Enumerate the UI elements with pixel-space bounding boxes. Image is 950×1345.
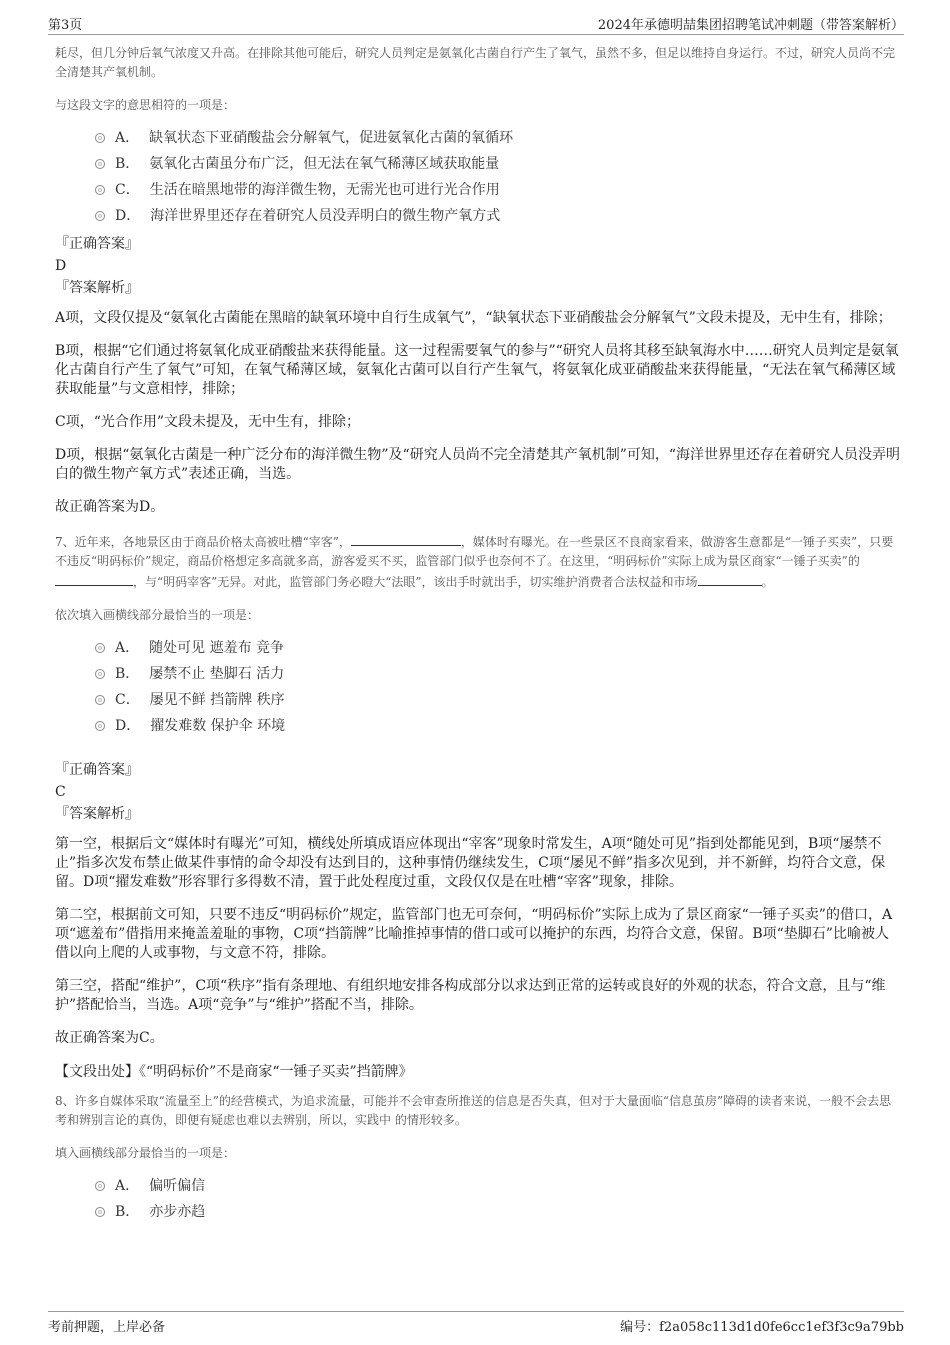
q7-text-part: 。 <box>761 575 774 589</box>
q6-option-c[interactable] <box>95 177 900 203</box>
radio-icon[interactable] <box>95 721 105 731</box>
option-letter: B． <box>115 1204 140 1220</box>
q8-options <box>95 1173 900 1225</box>
option-text: 偏听偏信 <box>149 1178 206 1194</box>
blank-line <box>698 571 762 586</box>
q7-option-b[interactable] <box>95 661 900 687</box>
q6-passage-tail: 耗尽，但几分钟后氧气浓度又升高。在排除其他可能后，研究人员判定是氨氧化古菌自行产生了氧气，虽然不多，但足以维持自身运行。不过，研究人员尚不完全清楚其产氧机制。 <box>55 46 896 79</box>
radio-icon[interactable] <box>95 643 105 653</box>
analysis-paragraph: D项，根据“氨氧化古菌是一种广泛分布的海洋微生物”及“研究人员尚不完全清楚其产氧机制”可知，“海洋世界里还存在着研究人员没弄明白的微生物产氧方式”表述正确，当选。 <box>55 447 901 482</box>
q8-option-a[interactable] <box>95 1173 900 1199</box>
option-letter: A． <box>115 1178 140 1194</box>
analysis-paragraph: 第二空，根据前文可知，只要不违反“明码标价”规定，监管部门也无可奈何，“明码标价”实际上成为了景区商家“一锤子买卖”的借口，A项“遮羞布”借指用来掩盖羞耻的事物，C项“挡箭牌”比喻推掉事情的借口或可以掩护的东西，均符合文意，保留。B项“垫脚石”比喻被人借以向上爬的人或事物，与文意不符，排除。 <box>55 907 893 961</box>
footer-slogan: 考前押题，上岸必备 <box>48 1320 166 1335</box>
radio-icon[interactable] <box>95 185 105 195</box>
analysis-label: 『答案解析』 <box>55 806 139 822</box>
analysis-paragraph: 第三空，搭配“维护”，C项“秩序”指有条理地、有组织地安排各构成部分以求达到正常的运转或良好的外观的状态，符合文意，且与“维护”搭配恰当，当选。A项“竞争”与“维护”搭配不当，排除。 <box>55 978 886 1013</box>
analysis-paragraph: 第一空，根据后文“媒体时有曝光”可知，横线处所填成语应体现出“宰客”现象时常发生，A项“随处可见”指到处都能见到，B项“屡禁不止”指多次发布禁止做某件事情的命令却没有达到目的，这种事情仍继续发生，C项“屡见不鲜”指多次见到，并不新鲜，均符合文意，保留。D项“擢发难数”形容罪行多得数不清，置于此处程度过重，文段仅仅是在吐槽“宰客”现象，排除。 <box>55 836 886 890</box>
document-id: 编号：f2a058c113d1d0fe6cc1ef3f3c9a79bb <box>620 1320 904 1335</box>
radio-icon[interactable] <box>95 669 105 679</box>
q7-prompt: 依次填入画横线部分最恰当的一项是： <box>55 608 260 622</box>
option-text: 屡禁不止 垫脚石 活力 <box>149 666 285 682</box>
q8-question: 8、许多自媒体采取“流量至上”的经营模式，为追求流量，可能并不会审查所推送的信息是否失真，但对于大量面临“信息茧房”障碍的读者来说，一般不会去思考和辨别言论的真伪，即便有疑虑也难以去辨别，所以，实践中 的情形较多。 <box>55 1094 892 1127</box>
page-footer <box>48 1311 904 1334</box>
q6-option-b[interactable] <box>95 151 900 177</box>
option-letter: D． <box>115 208 141 224</box>
answer-value: D <box>55 258 67 274</box>
blank-line <box>55 571 133 586</box>
radio-icon[interactable] <box>95 133 105 143</box>
option-letter: A． <box>115 130 140 146</box>
answer-label: 『正确答案』 <box>55 236 139 252</box>
radio-icon[interactable] <box>95 1207 105 1217</box>
radio-icon[interactable] <box>95 1181 105 1191</box>
radio-icon[interactable] <box>95 695 105 705</box>
answer-label: 『正确答案』 <box>55 762 139 778</box>
q6-options <box>95 125 900 229</box>
q7-option-c[interactable] <box>95 687 900 713</box>
q7-text-part: ，与“明码宰客”无异。对此，监管部门务必瞪大“法眼”，该出手时就出手，切实维护消费者合法权益和市场 <box>133 575 698 589</box>
option-letter: A． <box>115 640 140 656</box>
option-letter: C． <box>115 182 140 198</box>
option-text: 海洋世界里还存在着研究人员没弄明白的微生物产氧方式 <box>150 208 501 224</box>
q7-option-d[interactable] <box>95 713 900 739</box>
option-text: 擢发难数 保护伞 环境 <box>150 718 286 734</box>
q6-option-a[interactable] <box>95 125 900 151</box>
analysis-conclusion: 故正确答案为D。 <box>55 499 165 515</box>
q7-text-part: ，媒体时有曝光。在一些景区不良商家看来，做游客生意都是“一锤子买卖”，只要不违反“明码标价”规定，商品价格想定多高就多高，游客爱买不买，监管部门似乎也奈何不了。在这里，“明码标价”实际上成为景区商家“一锤子买卖”的 <box>55 535 894 568</box>
option-text: 亦步亦趋 <box>149 1204 206 1220</box>
radio-icon[interactable] <box>95 211 105 221</box>
analysis-paragraph: A项，文段仅提及“氨氧化古菌能在黑暗的缺氧环境中自行生成氧气”，“缺氧状态下亚硝酸盐会分解氧气”文段未提及，无中生有，排除； <box>55 310 892 326</box>
q7-option-a[interactable] <box>95 635 900 661</box>
option-letter: D． <box>115 718 141 734</box>
q6-prompt: 与这段文字的意思相符的一项是： <box>55 98 236 112</box>
option-text: 缺氧状态下亚硝酸盐会分解氧气，促进氨氧化古菌的氧循环 <box>149 130 514 146</box>
option-text: 氨氧化古菌虽分布广泛，但无法在氧气稀薄区域获取能量 <box>149 156 500 172</box>
radio-icon[interactable] <box>95 159 105 169</box>
option-text: 生活在暗黑地带的海洋微生物，无需光也可进行光合作用 <box>149 182 500 198</box>
analysis-paragraph: C项，“光合作用”文段未提及，无中生有，排除； <box>55 414 361 430</box>
blank-line <box>351 531 461 546</box>
q7-source: 【文段出处】《“明码标价”不是商家“一锤子买卖”挡箭牌》 <box>55 1064 413 1080</box>
main-content <box>55 44 900 1225</box>
option-letter: B． <box>115 156 140 172</box>
q7-question <box>55 531 900 592</box>
q7-answer-section <box>55 759 900 825</box>
q6-answer-section <box>55 233 900 299</box>
option-letter: C． <box>115 692 140 708</box>
page-header <box>48 14 904 35</box>
page-number: 第3页 <box>48 18 83 33</box>
analysis-paragraph: B项，根据“它们通过将氨氧化成亚硝酸盐来获得能量。这一过程需要氧气的参与”“研究人员将其移至缺氧海水中……研究人员判定是氨氧化古菌自行产生了氧气”可知，在氧气稀薄区域，氨氧化古菌可以自行产生氧气，将氨氧化成亚硝酸盐来获得能量，“无法在氧气稀薄区域获取能量”与文意相悖，排除； <box>55 343 899 397</box>
q8-option-b[interactable] <box>95 1199 900 1225</box>
q6-option-d[interactable] <box>95 203 900 229</box>
q6-analysis <box>55 309 900 517</box>
q8-prompt: 填入画横线部分最恰当的一项是： <box>55 1146 236 1160</box>
analysis-conclusion: 故正确答案为C。 <box>55 1030 164 1046</box>
q7-text-part: 7、近年来，各地景区由于商品价格太高被吐槽“宰客”， <box>55 535 351 549</box>
answer-value: C <box>55 784 66 800</box>
option-text: 屡见不鲜 挡箭牌 秩序 <box>149 692 285 708</box>
q7-options <box>95 635 900 739</box>
document-title: 2024年承德明喆集团招聘笔试冲刺题（带答案解析） <box>597 18 904 33</box>
option-text: 随处可见 遮羞布 竞争 <box>149 640 285 656</box>
option-letter: B． <box>115 666 140 682</box>
analysis-label: 『答案解析』 <box>55 280 139 296</box>
q7-analysis <box>55 835 900 1048</box>
